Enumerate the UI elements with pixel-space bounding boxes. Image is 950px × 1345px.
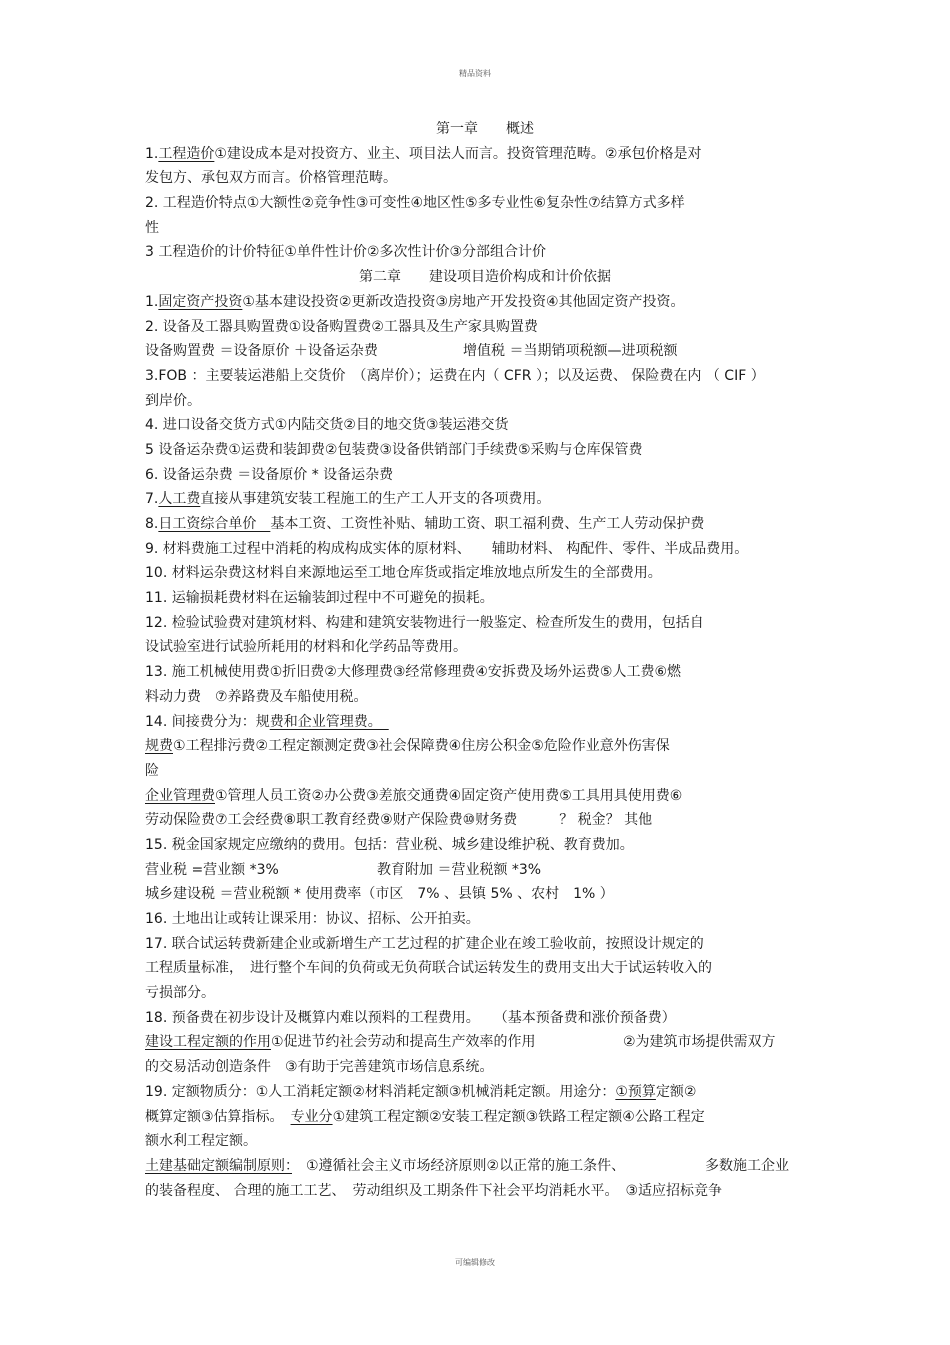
term-underlined: 企业管理费: [145, 787, 215, 804]
document-body: [145, 117, 825, 1203]
text-line: 土建基础定额编制原则： ①遵循社会主义市场经济原则②以正常的施工条件、 多数施工企业: [145, 1157, 789, 1174]
text-line: 亏损部分。: [145, 985, 215, 1002]
text-line: 规费①工程排污费②工程定额测定费③社会保障费④住房公积金⑤危险作业意外伤害保: [145, 738, 670, 755]
text-line: 2. 设备及工器具购置费①设备购置费②工器具及生产家具购置费: [145, 318, 538, 335]
chapter-2-heading: [145, 265, 825, 290]
page-footer: 可编辑修改: [455, 1258, 495, 1267]
text-line: 18. 预备费在初步设计及概算内难以预料的工程费用。 （基本预备费和涨价预备费）: [145, 1009, 676, 1026]
text-line: 城乡建设税 ＝营业税额 * 使用费率（市区 7% 、县镇 5% 、农村 1% ）: [145, 886, 614, 903]
text-line: 工程质量标准， 进行整个车间的负荷或无负荷联合试运转发生的费用支出大于试运转收入的: [145, 960, 712, 977]
text-line: 2. 工程造价特点①大额性②竞争性③可变性④地区性⑤多专业性⑥复杂性⑦结算方式多样: [145, 195, 685, 212]
term-underlined: ①预算: [615, 1083, 656, 1100]
text-line: 1.固定资产投资①基本建设投资②更新改造投资③房地产开发投资④其他固定资产投资。: [145, 293, 685, 310]
text-line: 料动力费 ⑦养路费及车船使用税。: [145, 688, 368, 705]
text-line: 设试验室进行试验所耗用的材料和化学药品等费用。: [145, 639, 467, 656]
text-line: 10. 材料运杂费这材料自来源地运至工地仓库货或指定堆放地点所发生的全部费用。: [145, 565, 662, 582]
term-underlined: 固定资产投资: [158, 293, 243, 310]
text-line: 19. 定额物质分：①人工消耗定额②材料消耗定额③机械消耗定额。用途分：①预算定额②: [145, 1083, 697, 1100]
text-line: 11. 运输损耗费材料在运输装卸过程中不可避免的损耗。: [145, 590, 494, 607]
term-underlined: 规费: [145, 738, 173, 755]
text-line: 3.FOB ：主要装运港船上交货价 （离岸价）；运费在内（ CFR ）；以及运费、 保险费在内 （ CIF ）: [145, 367, 765, 384]
text-line: 14. 间接费分为：规费和企业管理费。: [145, 713, 389, 730]
text-line: 劳动保险费⑦工会经费⑧职工教育经费⑨财产保险费⑩财务费 ？ 税金？ 其他: [145, 812, 653, 829]
text-line: 6. 设备运杂费 ＝设备原价 * 设备运杂费: [145, 466, 394, 483]
text-line: 营业税 =营业额 *3% 教育附加 ＝营业税额 *3%: [145, 861, 542, 878]
page-header: 精品资料: [459, 69, 491, 78]
term-underlined: 工程造价: [158, 145, 215, 162]
text-line: 的装备程度、 合理的施工工艺、 劳动组织及工期条件下社会平均消耗水平。 ③适应招标竞争: [145, 1182, 722, 1199]
text-line: 12. 检验试验费对建筑材料、构建和建筑安装物进行一般鉴定、检查所发生的费用，包括自: [145, 614, 704, 631]
text-line: 15. 税金国家规定应缴纳的费用。包括：营业税、城乡建设维护税、教育费加。: [145, 836, 634, 853]
text-line: 1.工程造价①建设成本是对投资方、业主、项目法人而言。投资管理范畴。②承包价格是对: [145, 145, 702, 162]
text-line: 的交易活动创造条件 ③有助于完善建筑市场信息系统。: [145, 1059, 494, 1076]
text-line: 16. 土地出让或转让课采用：协议、招标、公开拍卖。: [145, 911, 480, 927]
chapter-number: 第二章: [359, 269, 401, 286]
term-underlined: 专业分: [290, 1108, 333, 1125]
chapter-title: 建设项目造价构成和计价依据: [429, 269, 611, 286]
text-line: 险: [145, 762, 159, 779]
text-line: 5 设备运杂费①运费和装卸费②包装费③设备供销部门手续费⑤采购与仓库保管费: [145, 441, 643, 458]
text-line: 概算定额③估算指标。 专业分①建筑工程定额②安装工程定额③铁路工程定额④公路工程定: [145, 1108, 705, 1125]
text-line: 9. 材料费施工过程中消耗的构成构成实体的原材料、 辅助材料、 构配件、零件、半成品费用。: [145, 540, 749, 557]
chapter-title: 概述: [506, 121, 534, 137]
text-line: 性: [145, 219, 159, 236]
term-underlined: 人工费: [158, 491, 201, 508]
text-line: 17. 联合试运转费新建企业或新增生产工艺过程的扩建企业在竣工验收前，按照设计规定的: [145, 935, 704, 952]
text-line: 到岸价。: [145, 392, 201, 409]
text-line: 3 工程造价的计价特征①单件性计价②多次性计价③分部组合计价: [145, 244, 547, 261]
chapter-number: 第一章: [436, 121, 478, 137]
text-line: 建设工程定额的作用①促进节约社会劳动和提高生产效率的作用 ②为建筑市场提供需双方: [145, 1034, 776, 1051]
text-line: 13. 施工机械使用费①折旧费②大修理费③经常修理费④安拆费及场外运费⑤人工费⑥燃: [145, 664, 682, 681]
text-line: 额水利工程定额。: [145, 1133, 257, 1150]
text-line: 8.日工资综合单价 基本工资、工资性补贴、辅助工资、职工福利费、生产工人劳动保护费: [145, 516, 705, 532]
text-line: 发包方、承包双方而言。价格管理范畴。: [145, 170, 397, 187]
chapter-1-heading: [145, 117, 825, 142]
text-line: 7.人工费直接从事建筑安装工程施工的生产工人开支的各项费用。: [145, 491, 551, 508]
term-underlined: 土建基础定额编制原则：: [145, 1157, 292, 1174]
term-underlined: 日工资综合单价: [158, 516, 271, 532]
term-underlined: 建设工程定额的作用: [145, 1034, 271, 1051]
term-underlined: 费和企业管理费。: [269, 713, 389, 730]
text-line: 设备购置费 ＝设备原价 ＋设备运杂费 增值税 ＝当期销项税额—进项税额: [145, 343, 678, 360]
text-line: 4. 进口设备交货方式①内陆交货②目的地交货③装运港交货: [145, 417, 509, 434]
text-line: 企业管理费①管理人员工资②办公费③差旅交通费④固定资产使用费⑤工具用具使用费⑥: [145, 787, 683, 804]
